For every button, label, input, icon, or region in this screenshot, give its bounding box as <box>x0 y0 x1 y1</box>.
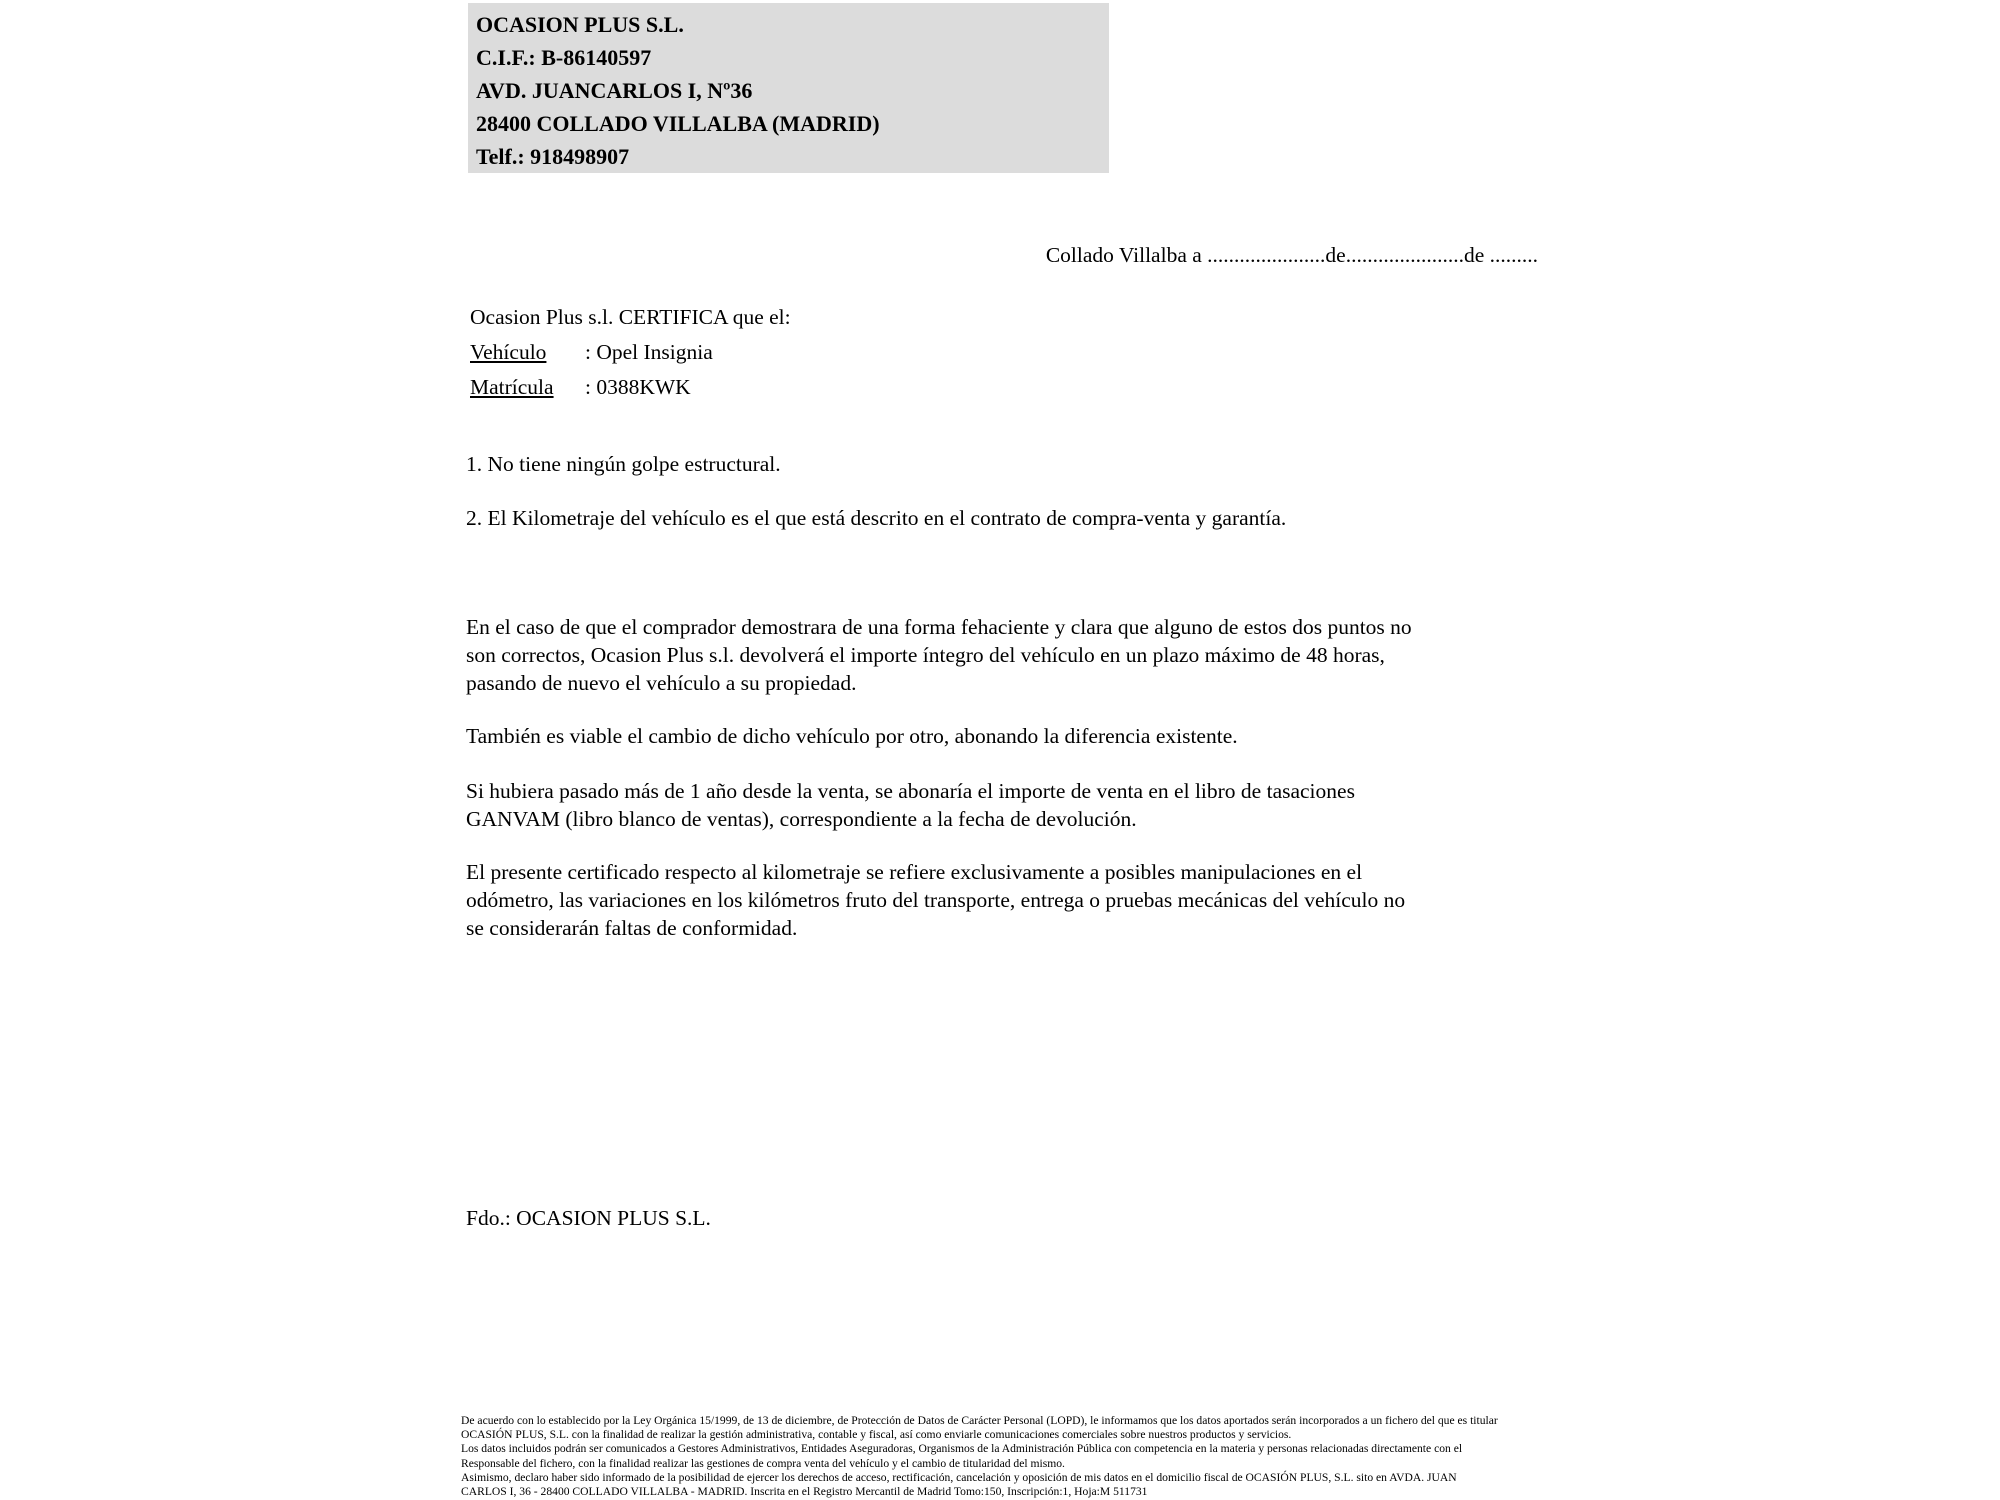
legal-footer-line: OCASIÓN PLUS, S.L. con la finalidad de realizar la gestión administrativa, contable y fiscal, así como enviarle comunicaciones comerciales sobre nuestros productos y servicios. <box>461 1428 1292 1442</box>
certification-block <box>470 300 791 405</box>
legal-footer-line: Asimismo, declaro haber sido informado de la posibilidad de ejercer los derechos de acceso, rectificación, cancelación y oposición de mis datos en el domicilio fiscal de OCASIÓN PLUS, S.L. sito en AVDA. JUAN <box>461 1470 1457 1484</box>
paragraph-line: pasando de nuevo el vehículo a su propiedad. <box>466 671 857 695</box>
letterhead-block <box>468 3 1109 173</box>
vehicle-row <box>470 335 791 370</box>
signature-line: Fdo.: OCASION PLUS S.L. <box>466 1206 711 1230</box>
certified-point-1: 1. No tiene ningún golpe estructural. <box>466 452 781 476</box>
legal-footer-line: Responsable del fichero, con la finalidad realizar las gestiones de compra venta del vehículo y el cambio de titularidad del mismo. <box>461 1456 1065 1470</box>
vehicle-label: Vehículo <box>470 340 547 364</box>
plate-row <box>470 370 791 405</box>
paragraph-line: Si hubiera pasado más de 1 año desde la venta, se abonaría el importe de venta en el libro de tasaciones <box>466 779 1355 803</box>
plate-label: Matrícula <box>470 375 554 399</box>
paragraph-odometer-disclaimer <box>466 858 1405 942</box>
certified-point-2: 2. El Kilometraje del vehículo es el que está descrito en el contrato de compra-venta y garantía. <box>466 506 1287 530</box>
paragraph-line: son correctos, Ocasion Plus s.l. devolverá el importe íntegro del vehículo en un plazo máximo de 48 horas, <box>466 643 1385 667</box>
date-fill-in-line: Collado Villalba a ......................de......................de ......... <box>1045 243 1538 267</box>
paragraph-ganvam-valuation <box>466 777 1355 833</box>
paragraph-line: El presente certificado respecto al kilometraje se refiere exclusivamente a posibles manipulaciones en el <box>466 860 1363 884</box>
paragraph-line: En el caso de que el comprador demostrara de una forma fehaciente y clara que alguno de estos dos puntos no <box>466 615 1412 639</box>
paragraph-line: GANVAM (libro blanco de ventas), correspondiente a la fecha de devolución. <box>466 807 1137 831</box>
paragraph-exchange-option <box>466 722 1238 750</box>
company-address: AVD. JUANCARLOS I, Nº36 <box>476 78 753 103</box>
legal-footer-line: De acuerdo con lo establecido por la Ley Orgánica 15/1999, de 13 de diciembre, de Protección de Datos de Carácter Personal (LOPD), le informamos que los datos aportados serán incorporados a un fichero del que es titular <box>461 1414 1498 1427</box>
legal-footer-line: CARLOS I, 36 - 28400 COLLADO VILLALBA - MADRID. Inscrita en el Registro Mercantil de Madrid Tomo:150, Inscripción:1, Hoja:M 511731 <box>461 1485 1148 1499</box>
paragraph-refund-policy <box>466 613 1412 697</box>
paragraph-line: odómetro, las variaciones en los kilómetros fruto del transporte, entrega o pruebas mecánicas del vehículo no <box>466 888 1406 912</box>
legal-footer <box>461 1414 1591 1499</box>
company-cif: C.I.F.: B-86140597 <box>476 45 652 70</box>
vehicle-value: : Opel Insignia <box>585 340 713 364</box>
plate-value: : 0388KWK <box>585 375 691 399</box>
certification-intro: Ocasion Plus s.l. CERTIFICA que el: <box>470 305 791 329</box>
paragraph-line: También es viable el cambio de dicho vehículo por otro, abonando la diferencia existente. <box>466 724 1238 748</box>
company-name: OCASION PLUS S.L. <box>476 12 684 37</box>
paragraph-line: se considerarán faltas de conformidad. <box>466 916 798 940</box>
company-phone: Telf.: 918498907 <box>476 144 630 169</box>
company-city: 28400 COLLADO VILLALBA (MADRID) <box>476 111 880 136</box>
legal-footer-line: Los datos incluidos podrán ser comunicados a Gestores Administrativos, Entidades Aseguradoras, Organismos de la Administración Pública con competencia en la materia y personas relacionadas directamente con el <box>461 1442 1463 1456</box>
